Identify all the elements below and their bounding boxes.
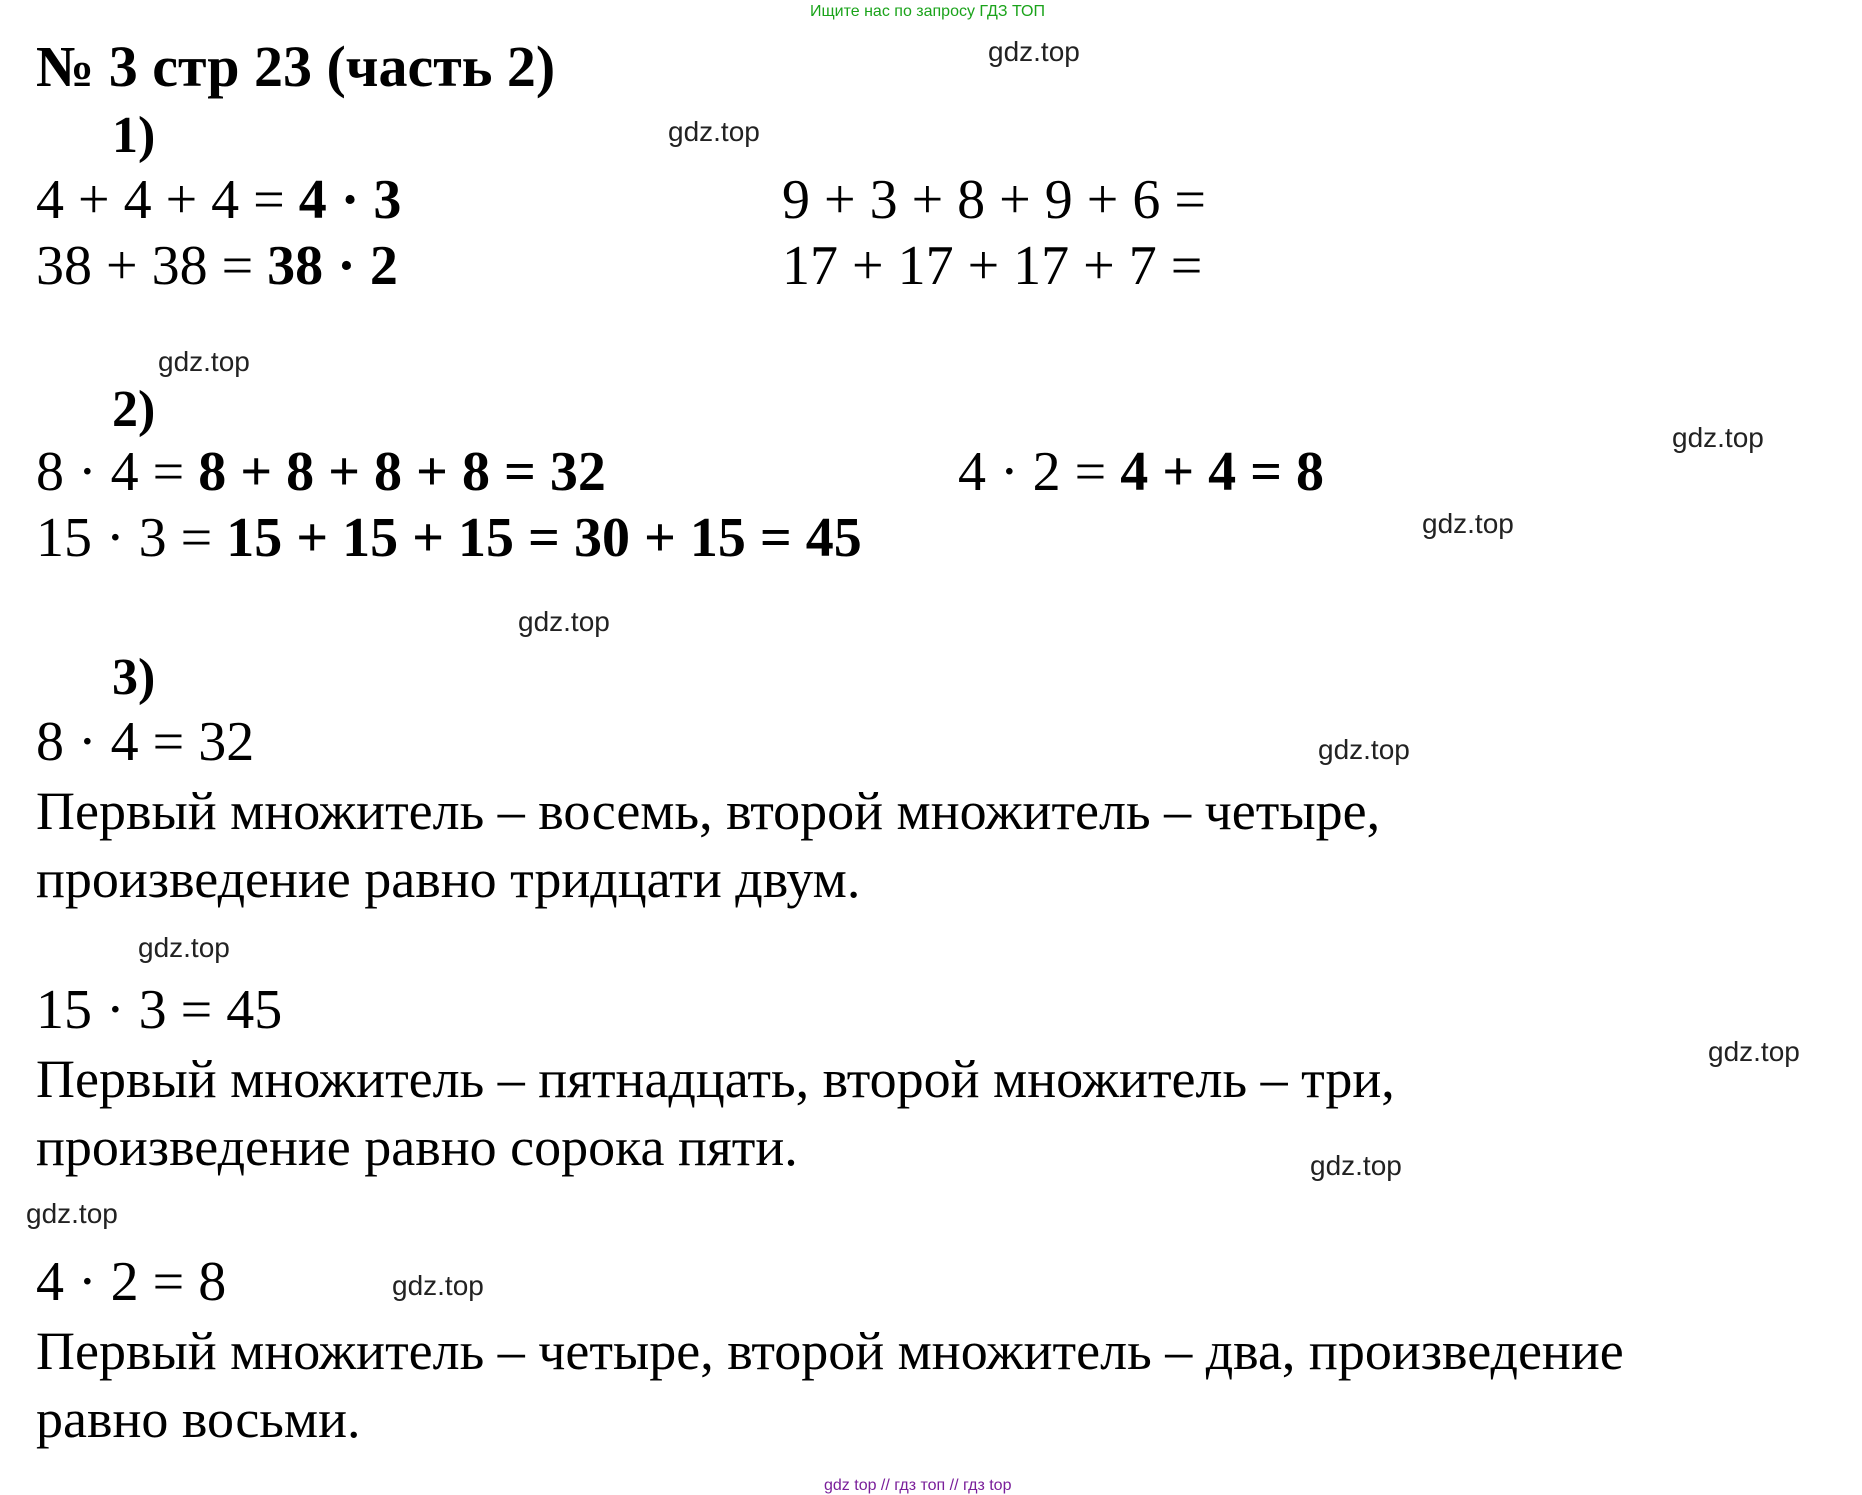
part-1-label: 1) [112, 107, 156, 164]
equation-lhs: 4 · 2 = [958, 441, 1121, 503]
equation-lhs: 38 + 38 = [36, 235, 268, 297]
equation-answer: 38 · 2 [267, 235, 398, 297]
part-3-text-3-line-2: равно восьми. [36, 1389, 361, 1449]
part-3-text-1-line-2: произведение равно тридцати двум. [36, 849, 861, 909]
part-2-row-1 [36, 441, 606, 503]
part-3-text-2-line-2: произведение равно сорока пяти. [36, 1117, 798, 1177]
equation-answer: 4 + 4 = 8 [1120, 441, 1325, 503]
part-3-label: 3) [112, 649, 156, 706]
watermark: gdz.top [668, 116, 760, 147]
part-1-row-4 [782, 235, 1203, 297]
equation-answer: 4 · 3 [298, 169, 402, 231]
equation-lhs: 17 + 17 + 17 + 7 = [782, 235, 1203, 297]
part-1-row-1 [36, 169, 402, 231]
equation-answer: 8 + 8 + 8 + 8 = 32 [198, 441, 606, 503]
part-2-row-3 [36, 507, 862, 569]
equation-lhs: 8 · 4 = [36, 441, 199, 503]
part-3-text-1-line-1: Первый множитель – восемь, второй множитель – четыре, [36, 781, 1381, 841]
part-2-row-2 [958, 441, 1325, 503]
equation-lhs: 9 + 3 + 8 + 9 + 6 = [782, 169, 1206, 231]
part-1-row-2 [36, 235, 398, 297]
watermark: gdz.top [518, 606, 610, 637]
watermark: gdz.top [1708, 1036, 1800, 1067]
watermark: gdz.top [1422, 508, 1514, 539]
watermark: gdz.top [392, 1270, 484, 1301]
equation-lhs: 4 + 4 + 4 = [36, 169, 299, 231]
part-3-equation-3: 4 · 2 = 8 [36, 1251, 227, 1313]
part-3-text-3-line-1: Первый множитель – четыре, второй множитель – два, произведение [36, 1321, 1624, 1381]
part-2-label: 2) [112, 381, 156, 438]
equation-answer: 15 + 15 + 15 = 30 + 15 = 45 [226, 507, 862, 569]
watermark: gdz.top [988, 36, 1080, 67]
watermark: gdz.top [1310, 1150, 1402, 1181]
part-3-equation-2: 15 · 3 = 45 [36, 979, 283, 1041]
watermark: gdz.top [1318, 734, 1410, 765]
watermark: gdz.top [26, 1198, 118, 1229]
watermark: gdz.top [1672, 422, 1764, 453]
watermark: gdz.top [158, 346, 250, 377]
part-3-text-2-line-1: Первый множитель – пятнадцать, второй множитель – три, [36, 1049, 1395, 1109]
top-banner: Ищите нас по запросу ГДЗ ТОП [810, 3, 1045, 20]
watermark: gdz.top [138, 932, 230, 963]
footer-watermark: gdz top // гдз топ // гдз top [824, 1477, 1012, 1494]
part-1-row-3 [782, 169, 1206, 231]
page-title: № 3 стр 23 (часть 2) [36, 34, 556, 99]
equation-lhs: 15 · 3 = [36, 507, 227, 569]
part-3-equation-1: 8 · 4 = 32 [36, 711, 255, 773]
